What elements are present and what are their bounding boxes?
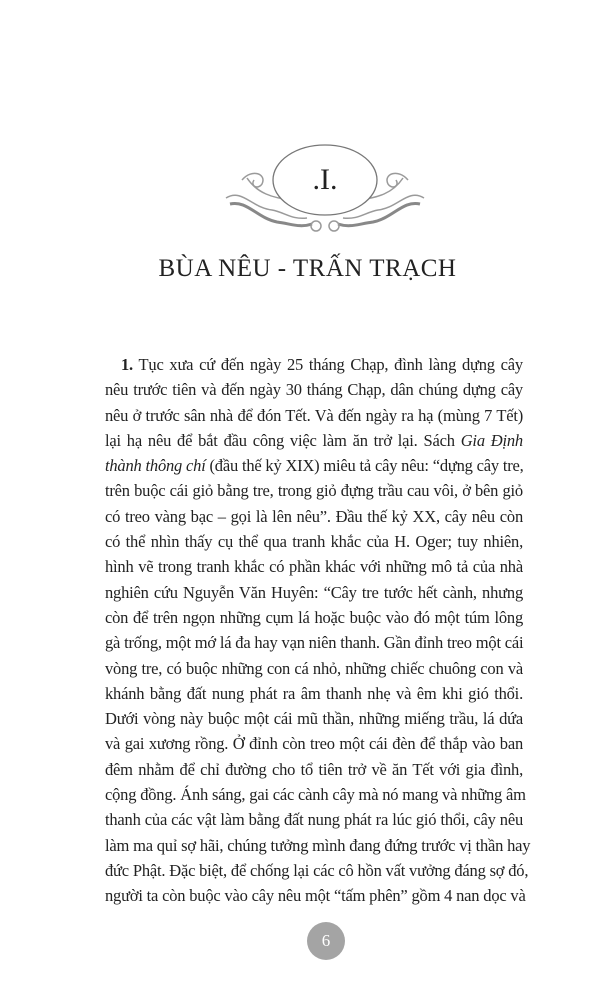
- chapter-number: .I.: [312, 163, 338, 196]
- text-line: [105, 807, 523, 832]
- text-segment: đức Phật. Đặc biệt, để chống lại các cô hồn vất vưởng đáng sợ đó,: [105, 860, 529, 880]
- text-line: [105, 782, 526, 807]
- text-segment: vòng tre, có buộc những con cá nhỏ, những chiếc chuông con và: [105, 658, 523, 678]
- text-segment: nêu trước tiên và đến ngày 30 tháng Chạp, dân chúng dựng cây: [105, 380, 523, 400]
- text-segment: hình vẽ trong tranh khắc có phần khác với những mô tả của nhà: [105, 557, 523, 577]
- text-line: [105, 833, 531, 858]
- text-line: [105, 478, 523, 503]
- text-segment: đêm nhằm để chỉ đường cho tổ tiên trở về ăn Tết với gia đình,: [105, 759, 523, 779]
- text-line: [105, 403, 523, 428]
- text-segment: lại hạ nêu để bắt đầu công việc làm ăn trở lại. Sách: [105, 430, 461, 450]
- text-segment: người ta còn buộc vào cây nêu một “tấm phên” gồm 4 nan dọc và: [105, 886, 526, 906]
- page-number: 6: [307, 922, 345, 960]
- text-line: [105, 681, 523, 706]
- text-line: [105, 428, 523, 453]
- text-line: [105, 656, 523, 681]
- text-line: [105, 731, 523, 756]
- chapter-title: BÙA NÊU - TRẤN TRẠCH: [158, 255, 457, 282]
- text-line: [105, 554, 523, 579]
- text-segment: gà trống, một mớ lá đa hay vạn niên thanh. Gần đỉnh treo một cái: [105, 633, 524, 653]
- text-segment: nghiên cứu Nguyễn Văn Huyên: “Cây tre tước hết cành, nhưng: [105, 582, 523, 602]
- text-segment: nêu ở trước sân nhà để đón Tết. Và đến ngày ra hạ (mùng 7 Tết): [105, 405, 523, 425]
- text-segment: trên buộc cái giỏ bằng tre, trong giỏ đựng trầu cau vôi, ở bên giỏ: [105, 481, 523, 501]
- text-segment: có thể nhìn thấy cụ thể qua tranh khắc của H. Oger; tuy nhiên,: [105, 532, 523, 552]
- italic-text: Gia Định: [460, 430, 523, 450]
- text-segment: Dưới vòng này buộc một cái mũ thần, những miếng trầu, lá dứa: [105, 709, 523, 729]
- text-segment: làm ma quỉ sợ hãi, chúng tưởng mình đang đứng trước vị thần hay: [105, 835, 531, 855]
- text-segment: thanh của các vật làm bằng đất nung phát ra lúc gió thổi, cây nêu: [105, 810, 523, 830]
- text-segment: có treo vàng bạc – gọi là lên nêu”. Đầu thế kỷ XX, cây nêu còn: [105, 506, 523, 526]
- text-line: [105, 757, 523, 782]
- text-segment: Tục xưa cứ đến ngày 25 tháng Chạp, đình làng dựng cây: [138, 355, 523, 374]
- paragraph-number: 1.: [121, 355, 133, 374]
- text-line: [105, 504, 523, 529]
- text-line: [105, 453, 523, 478]
- text-segment: cộng đồng. Ánh sáng, gai các cành cây mà nó mang và những âm: [105, 785, 526, 805]
- text-segment: còn để trên ngọn những cụm lá hoặc buộc vào đó một túm lông: [105, 607, 523, 627]
- text-line: [105, 352, 523, 377]
- text-line: [105, 858, 529, 883]
- body-text: [105, 352, 531, 909]
- text-segment: và gai xương rồng. Ở đỉnh còn treo một cái đèn để thắp vào ban: [105, 734, 523, 754]
- text-line: [105, 377, 523, 402]
- text-line: [105, 529, 523, 554]
- text-line: [105, 605, 523, 630]
- text-line: [105, 883, 526, 908]
- text-segment: (đầu thế kỷ XIX) miêu tả cây nêu: “dựng cây tre,: [205, 456, 524, 476]
- text-segment: khánh bằng đất nung phát ra âm thanh nhẹ và êm khi gió thổi.: [105, 683, 523, 703]
- text-line: [105, 706, 523, 731]
- italic-text: thành thông chí: [105, 456, 206, 476]
- text-line: [105, 580, 523, 605]
- text-line: [105, 630, 523, 655]
